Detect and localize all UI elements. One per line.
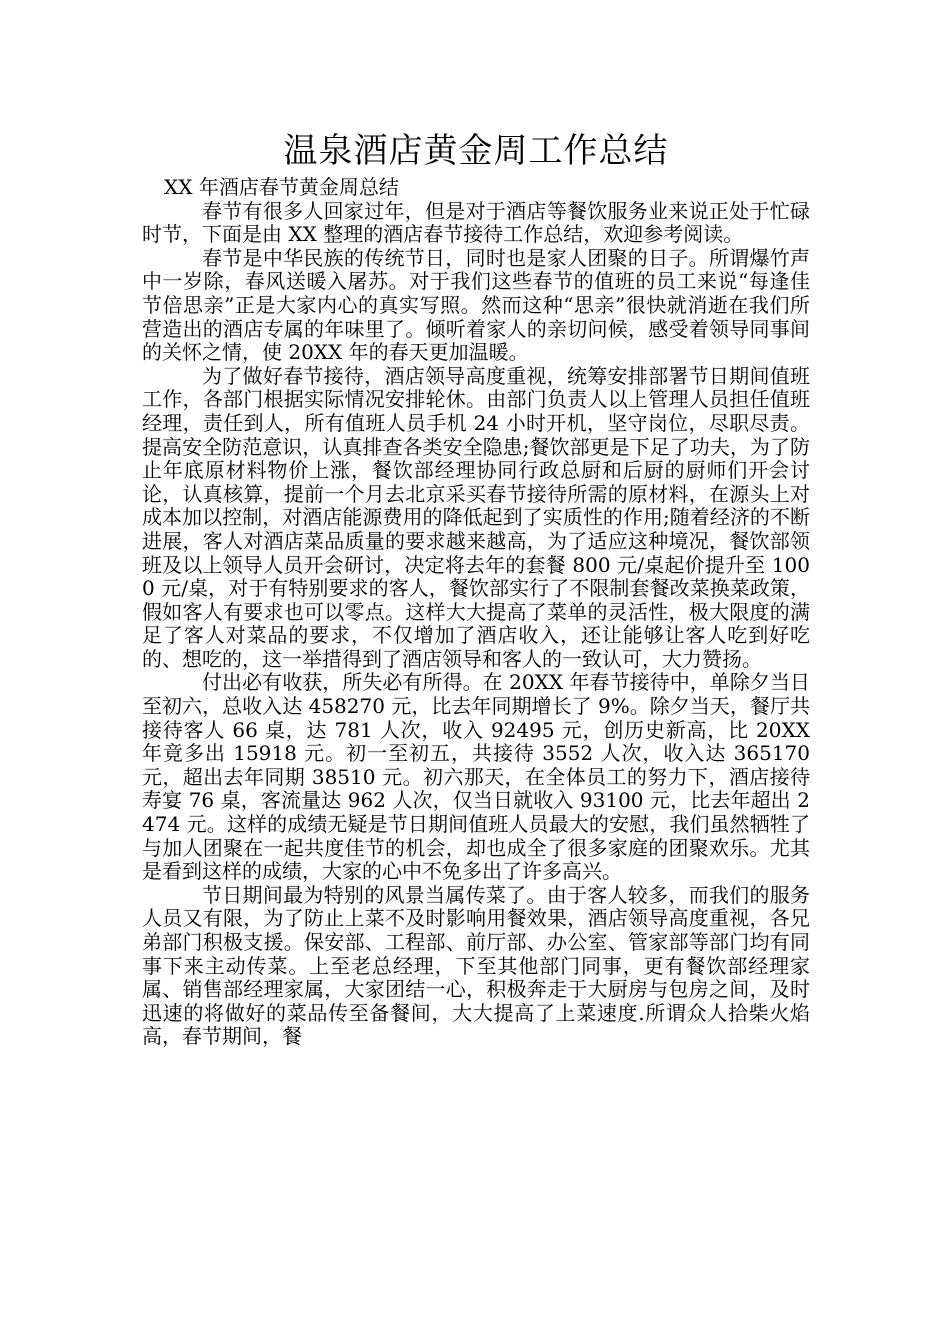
paragraph-reception-arrangements: 为了做好春节接待，酒店领导高度重视，统筹安排部署节日期间值班工作，各部门根据实际情况安排轮休。由部门负责人以上管理人员担任值班经理，责任到人，所有值班人员手机 24 小时开机，坚守岗位，尽职尽责。提高安全防范意识，认真排查各类安全隐患;餐饮部更是下足了功夫，为了防止年底原材料物价上涨，餐饮部经理协同行政总厨和后厨的厨师们开会讨论，认真核算，提前一个月去北京采买春节接待所需的原材料，在源头上对成本加以控制，对酒店能源费用的降低起到了实质性的作用;随着经济的不断进展，客人对酒店菜品质量的要求越来越高，为了适应这种境况，餐饮部领班及以上领导人员开会研讨，决定将去年的套餐 800 元/桌起价提升至 1000 元/桌，对于有特别要求的客人，餐饮部实行了不限制套餐改菜换菜政策，假如客人有要求也可以零点。这样大大提高了菜单的灵活性，极大限度的满足了客人对菜品的要求，不仅增加了酒店收入，还让能够让客人吃到好吃的、想吃的，这一举措得到了酒店领导和客人的一致认可，大力赞扬。 [142, 363, 810, 671]
paragraph-serving: 节日期间最为特别的风景当属传菜了。由于客人较多，而我们的服务人员又有限，为了防止上菜不及时影响用餐效果，酒店领导高度重视，各兄弟部门积极支援。保安部、工程部、前厅部、办公室、管家部等部门均有同事下来主动传菜。上至老总经理，下至其他部门同事，更有餐饮部经理家属、销售部经理家属，大家团结一心，积极奔走于大厨房与包房之间，及时迅速的将做好的菜品传至备餐间，大大提高了上菜速度.所谓众人拾柴火焰高，春节期间，餐 [142, 882, 810, 1049]
paragraph-intro: 春节有很多人回家过年，但是对于酒店等餐饮服务业来说正处于忙碌时节，下面是由 XX 整理的酒店春节接待工作总结，欢迎参考阅读。 [142, 198, 810, 247]
document-title: 温泉酒店黄金周工作总结 [283, 131, 669, 171]
paragraph-results: 付出必有收获，所失必有所得。在 20XX 年春节接待中，单除夕当日至初六，总收入达 458270 元，比去年同期增长了 9%。除夕当天，餐厅共接待客人 66 桌，达 781 人次，收入 92495 元，创历史新高，比 20XX 年竟多出 15918 元。初一至初五，共接待 3552 人次，收入达 365170 元，超出去年同期 38510 元。初六那天，在全体员工的努力下，酒店接待寿宴 76 桌，客流量达 962 人次，仅当日就收入 93100 元，比去年超出 2474 元。这样的成绩无疑是节日期间值班人员最大的安慰，我们虽然牺牲了与加人团聚在一起共度佳节的机会，却也成全了很多家庭的团聚欢乐。尤其是看到这样的成绩，大家的心中不免多出了许多高兴。 [142, 670, 810, 884]
document-page [142, 128, 810, 1049]
document-subtitle: XX 年酒店春节黄金周总结 [164, 175, 399, 199]
paragraph-festival: 春节是中华民族的传统节日，同时也是家人团聚的日子。所谓爆竹声中一岁除，春风送暖入屠苏。对于我们这些春节的值班的员工来说“每逢佳节倍思亲”正是大家内心的真实写照。然而这种“思亲”很快就消逝在我们所营造出的酒店专属的年味里了。倾听着家人的亲切问候，感受着领导同事间的关怀之情，使 20XX 年的春天更加温暖。 [142, 245, 810, 365]
